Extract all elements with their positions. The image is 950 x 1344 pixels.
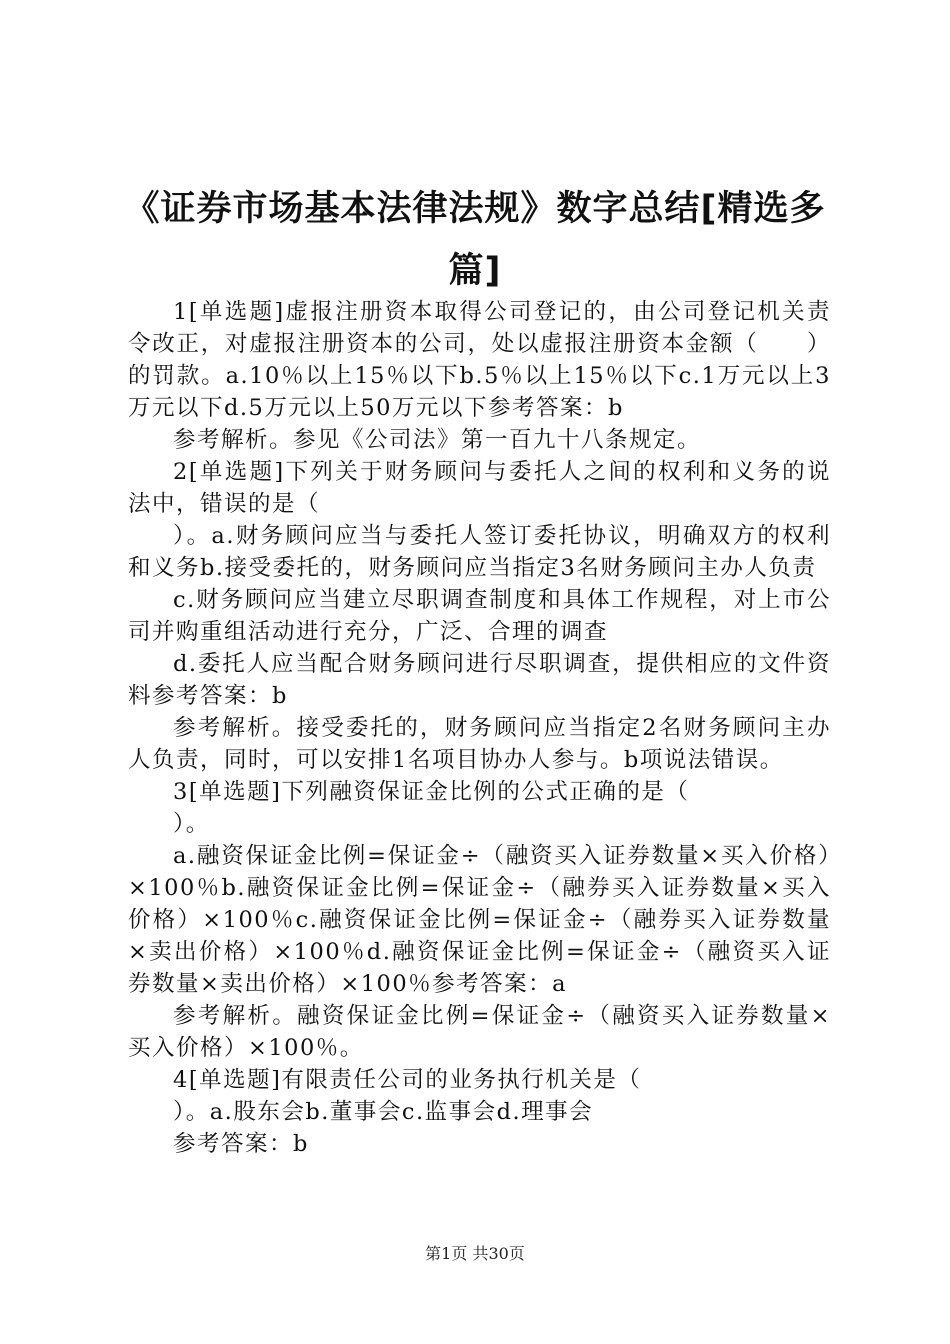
paragraph: a.融资保证金比例=保证金÷（融资买入证券数量×买入价格）×100％b.融资保证金比例=保证金÷（融券买入证券数量×买入价格）×100％c.融资保证金比例=保证金÷（融券买入证券数量×卖出价格）×100％d.融资保证金比例=保证金÷（融资买入证券数量×卖出价格）×100％参考答案：a xyxy=(128,843,831,997)
paragraph: 3[单选题]下列融资保证金比例的公式正确的是（ xyxy=(173,779,690,805)
document-body xyxy=(128,296,831,1160)
paragraph: 4[单选题]有限责任公司的业务执行机关是（ xyxy=(173,1067,642,1093)
paragraph: ）。a.财务顾问应当与委托人签订委托协议，明确双方的权利和义务b.接受委托的，财务顾问应当指定3名财务顾问主办人负责 xyxy=(128,523,831,581)
paragraph: d.委托人应当配合财务顾问进行尽职调查，提供相应的文件资料参考答案：b xyxy=(128,651,831,709)
page-footer: 第1页 共30页 xyxy=(425,1244,525,1263)
paragraph: ）。 xyxy=(173,811,210,837)
paragraph: 参考答案：b xyxy=(173,1131,309,1157)
paragraph: 参考解析。参见《公司法》第一百九十八条规定。 xyxy=(173,427,702,453)
paragraph: 参考解析。融资保证金比例=保证金÷（融资买入证券数量×买入价格）×100％。 xyxy=(128,1003,831,1061)
paragraph: ）。a.股东会b.董事会c.监事会d.理事会 xyxy=(173,1099,594,1125)
paragraph: 2[单选题]下列关于财务顾问与委托人之间的权利和义务的说法中，错误的是（ xyxy=(128,459,831,517)
paragraph: c.财务顾问应当建立尽职调查制度和具体工作规程，对上市公司并购重组活动进行充分，广泛、合理的调查 xyxy=(128,587,831,645)
paragraph: 参考解析。接受委托的，财务顾问应当指定2名财务顾问主办人负责，同时，可以安排1名项目协办人参与。b项说法错误。 xyxy=(128,715,831,773)
document-title: 《证券市场基本法律法规》数字总结[精选多篇] xyxy=(124,189,826,291)
paragraph: 1[单选题]虚报注册资本取得公司登记的，由公司登记机关责令改正，对虚报注册资本的公司，处以虚报注册资本金额（ ）的罚款。a.10％以上15％以下b.5％以上15％以下c.1万元以上3万元以下d.5万元以上50万元以下参考答案：b xyxy=(128,299,831,421)
